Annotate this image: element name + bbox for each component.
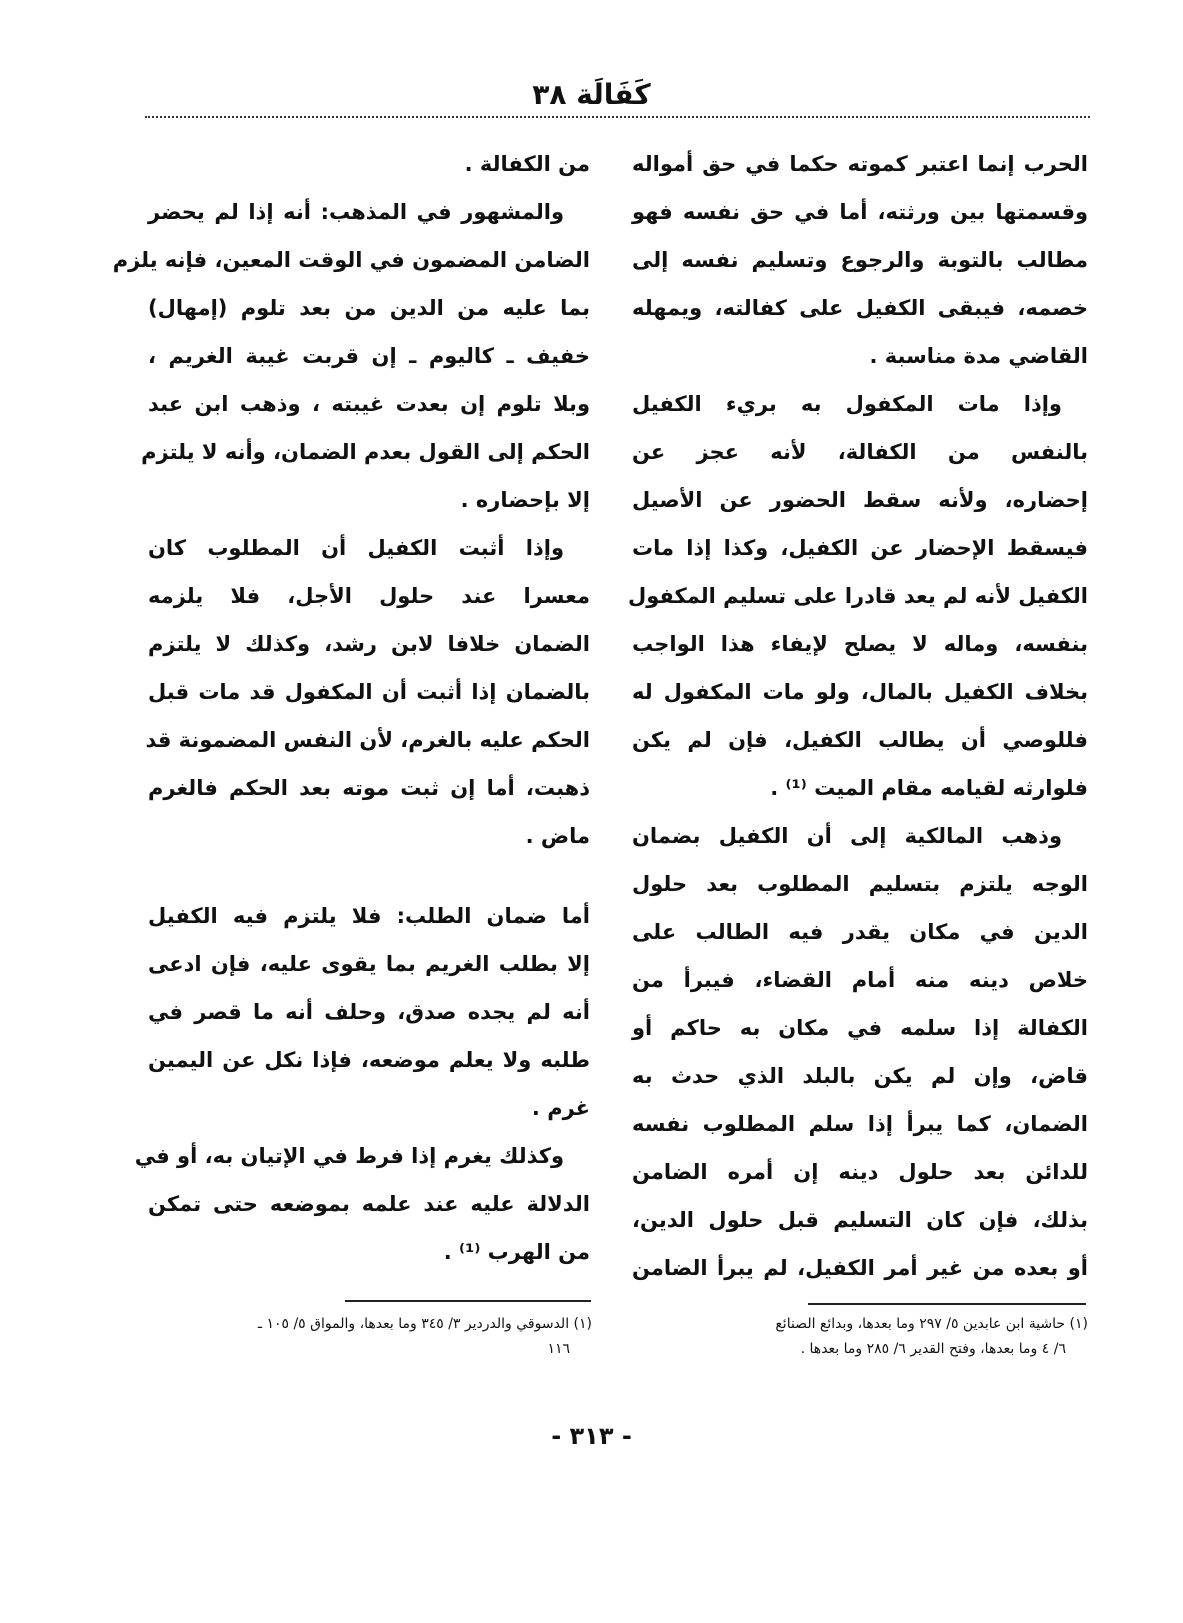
text-line: طلبه ولا يعلم موضعه، فإذا نكل عن اليمين (148, 1048, 590, 1072)
text-line: الكفيل لأنه لم يعد قادرا على تسليم المكفول (628, 584, 1088, 608)
text-line: بنفسه، وماله لا يصلح لإيفاء هذا الواجب (632, 632, 1088, 656)
text-line: بالنفس من الكفالة، لأنه عجز عن (632, 440, 1088, 464)
text-line: الدلالة عليه عند علمه بموضعه حتى تمكن (148, 1192, 590, 1216)
text-line: معسرا عند حلول الأجل، فلا يلزمه (148, 584, 590, 608)
right-column (628, 140, 1088, 1292)
text-line: وذهب المالكية إلى أن الكفيل بضمان (632, 824, 1062, 848)
text-line: الضمان خلافا لابن رشد، وكذلك لا يلتزم (148, 632, 590, 656)
text-line: إلا بإحضاره . (460, 488, 590, 512)
text-line: الدين في مكان يقدر فيه الطالب على (632, 920, 1088, 944)
text-line: إلا بطلب الغريم بما يقوى عليه، فإن ادعى (148, 952, 590, 976)
text-line: ماض . (525, 824, 590, 848)
footnote-separator-right (808, 1303, 1086, 1305)
text-line: وبلا تلوم إن بعدت غيبته ، وذهب ابن عبد (148, 392, 590, 416)
paragraph (145, 524, 590, 860)
left-column (112, 140, 590, 1276)
text-line: للدائن بعد حلول دينه إن أمره الضامن (632, 1160, 1088, 1184)
text-line: الكفالة إذا سلمه في مكان به حاكم أو (632, 1016, 1088, 1040)
text-line: من الكفالة . (464, 152, 590, 176)
page-header-title: كَفَالَة ٣٨ (532, 78, 651, 111)
text-line: الضامن المضمون في الوقت المعين، فإنه يلزم (112, 248, 590, 272)
footnote-line: (١) الدسوقي والدردير ٣/ ٣٤٥ وما بعدها، والمواق ٥/ ١٠٥ ـ (257, 1316, 592, 1332)
text-line: بذلك، فإن كان التسليم قبل حلول الدين، (632, 1208, 1088, 1232)
footnote-line: ١١٦ (547, 1341, 570, 1357)
text-line: إحضاره، ولأنه سقط الحضور عن الأصيل (632, 488, 1088, 512)
text-line: فيسقط الإحضار عن الكفيل، وكذا إذا مات (632, 536, 1088, 560)
paragraph (112, 188, 590, 524)
text-line: القاضي مدة مناسبة . (869, 344, 1088, 368)
footnote-line: ٦/ ٤ وما بعدها، وفتح القدير ٦/ ٢٨٥ وما بعدها . (800, 1341, 1066, 1357)
text-line: وكذلك يغرم إذا فرط في الإتيان به، أو في (134, 1144, 564, 1168)
footnote-line: (١) حاشية ابن عابدين ٥/ ٢٩٧ وما بعدها، وبدائع الصنائع (775, 1316, 1088, 1332)
page-number: - ٣١٣ - (551, 1422, 632, 1450)
text-line: قاض، وإن لم يكن بالبلد الذي حدث به (632, 1064, 1088, 1088)
paragraph (632, 140, 1088, 380)
text-line: خلاص دينه منه أمام القضاء، فيبرأ من (632, 968, 1088, 992)
text-line: والمشهور في المذهب: أنه إذا لم يحضر (148, 200, 564, 224)
text-line: وإذا مات المكفول به بريء الكفيل (632, 392, 1062, 416)
text-line: ذهبت، أما إن ثبت موته بعد الحكم فالغرم (148, 776, 590, 800)
text-line: الحرب إنما اعتبر كموته حكما في حق أمواله (632, 152, 1088, 176)
footnote-separator-left (345, 1300, 591, 1302)
text-line: مطالب بالتوبة والرجوع وتسليم نفسه إلى (632, 248, 1088, 272)
text-line: أما ضمان الطلب: فلا يلتزم فيه الكفيل (148, 904, 590, 928)
text-line: الضمان، كما يبرأ إذا سلم المطلوب نفسه (632, 1112, 1088, 1136)
text-line: الحكم إلى القول بعدم الضمان، وأنه لا يلتزم (141, 440, 590, 464)
text-line: بخلاف الكفيل بالمال، ولو مات المكفول له (632, 680, 1088, 704)
paragraph (632, 812, 1088, 1292)
text-line: أنه لم يجده صدق، وحلف أنه ما قصر في (148, 1000, 590, 1024)
text-line: غرم . (531, 1096, 590, 1120)
paragraph (148, 892, 590, 1132)
text-line: خصمه، فيبقى الكفيل على كفالته، ويمهله (632, 296, 1088, 320)
paragraph (628, 380, 1088, 812)
text-line: الوجه يلتزم بتسليم المطلوب بعد حلول (632, 872, 1088, 896)
paragraph (134, 1132, 590, 1276)
text-line: وقسمتها بين ورثته، أما في حق نفسه فهو (632, 200, 1088, 224)
text-line: فللوصي أن يطالب الكفيل، فإن لم يكن (632, 728, 1088, 752)
text-line: خفيف ـ كاليوم ـ إن قربت غيبة الغريم ، (148, 344, 590, 368)
header-dotted-divider (145, 116, 1090, 118)
text-line: الحكم عليه بالغرم، لأن النفس المضمونة قد (145, 728, 590, 752)
text-line: بالضمان إذا أثبت أن المكفول قد مات قبل (148, 680, 590, 704)
text-line: من الهرب ⁽¹⁾ . (443, 1240, 590, 1264)
text-line: وإذا أثبت الكفيل أن المطلوب كان (148, 536, 564, 560)
text-line: أو بعده من غير أمر الكفيل، لم يبرأ الضامن (632, 1256, 1088, 1280)
footnotes-right (632, 1312, 1088, 1362)
footnotes-left (140, 1312, 592, 1362)
text-line: فلوارثه لقيامه مقام الميت ⁽¹⁾ . (770, 776, 1088, 800)
paragraph (148, 140, 590, 188)
text-line: بما عليه من الدين من بعد تلوم (إمهال) (148, 296, 590, 320)
